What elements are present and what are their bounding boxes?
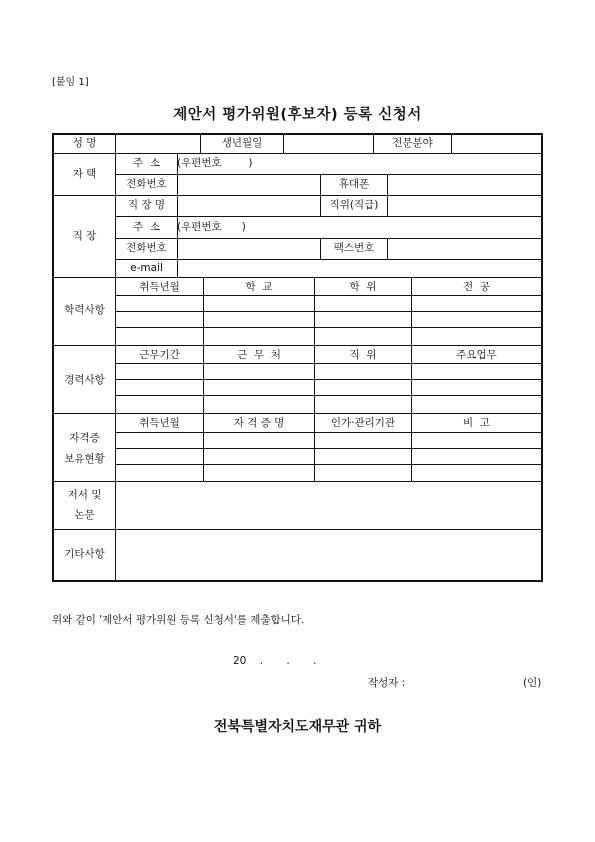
home-address-label: 주 소 bbox=[133, 157, 160, 169]
work-email-label: e-mail bbox=[130, 262, 163, 274]
home-address-zip: (우편번호 ) bbox=[177, 157, 253, 169]
form-title: 제안서 평가위원(후보자) 등록 신청서 bbox=[173, 107, 422, 123]
publications-label-2: 논문 bbox=[74, 509, 95, 521]
career-header-period: 근무기간 bbox=[139, 349, 180, 361]
birth-label: 생년월일 bbox=[221, 137, 263, 149]
career-header-workplace: 근 무 처 bbox=[237, 349, 281, 361]
career-header-position: 직 위 bbox=[349, 349, 377, 361]
certificates-header-authority: 인가·관리기관 bbox=[330, 417, 396, 429]
publications-label-1: 저서 및 bbox=[67, 489, 102, 501]
career-section-label: 경력사항 bbox=[64, 374, 105, 386]
home-section-label: 자 택 bbox=[72, 168, 97, 180]
date-line: 20 . . . bbox=[233, 655, 317, 667]
specialty-label: 전문분야 bbox=[392, 137, 433, 149]
certificates-header-name: 자 격 증 명 bbox=[233, 417, 285, 429]
home-mobile-label: 휴대폰 bbox=[338, 178, 370, 190]
certificates-header-date: 취득년월 bbox=[139, 417, 180, 429]
seal-label: (인) bbox=[523, 677, 542, 689]
attachment-label: [붙임 1] bbox=[52, 77, 89, 88]
home-phone-label: 전화번호 bbox=[126, 178, 167, 190]
work-section-label: 직 장 bbox=[72, 230, 97, 242]
education-header-date: 취득년월 bbox=[139, 281, 180, 293]
certificates-section-label-2: 보유현황 bbox=[64, 453, 105, 465]
education-header-major: 전 공 bbox=[463, 281, 490, 293]
work-fax-label: 팩스번호 bbox=[333, 242, 375, 254]
submission-statement: 위와 같이 '제안서 평가위원 등록 신청서'를 제출합니다. bbox=[52, 614, 305, 626]
certificates-header-note: 비 고 bbox=[463, 417, 490, 429]
education-header-school: 학 교 bbox=[245, 281, 273, 293]
work-position-label: 직위(직급) bbox=[329, 199, 379, 211]
work-address-label: 주 소 bbox=[133, 221, 160, 233]
writer-label: 작성자 : bbox=[368, 677, 406, 689]
work-company-label: 직 장 명 bbox=[127, 199, 166, 211]
career-header-duty: 주요업무 bbox=[456, 349, 497, 361]
other-label: 기타사항 bbox=[64, 548, 105, 560]
name-label: 성 명 bbox=[72, 137, 97, 149]
work-address-zip: (우편번호 ) bbox=[177, 221, 246, 233]
education-header-degree: 학 위 bbox=[349, 281, 377, 293]
work-phone-label: 전화번호 bbox=[126, 242, 167, 254]
certificates-section-label-1: 자격증 bbox=[69, 432, 100, 444]
education-section-label: 학력사항 bbox=[64, 304, 105, 316]
recipient: 전북특별자치도재무관 귀하 bbox=[213, 719, 382, 735]
